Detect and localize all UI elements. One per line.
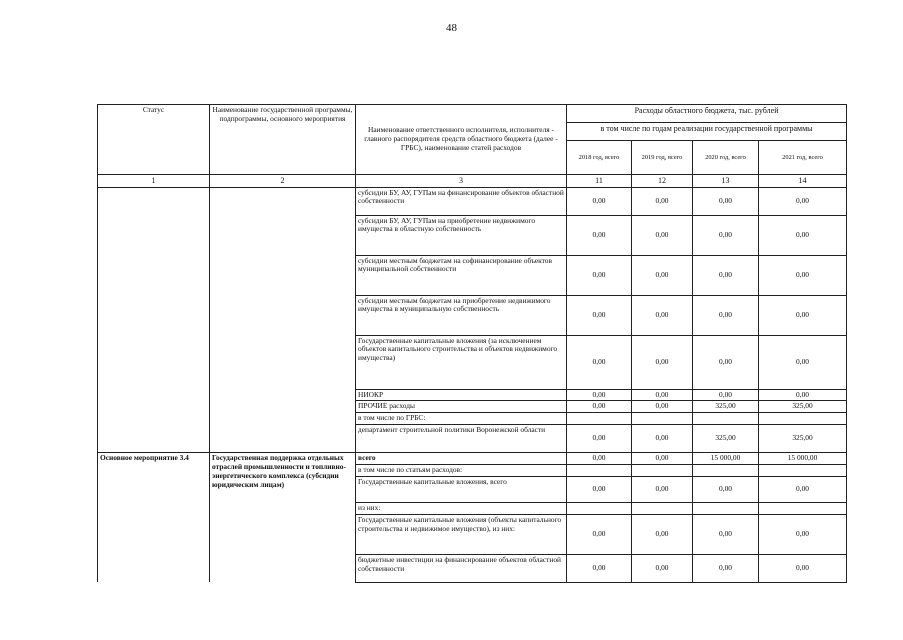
value-2021: 15 000,00 xyxy=(759,453,847,465)
row-label: из них: xyxy=(356,502,567,514)
header-program: Наименование государственной программы, подпрограммы, основного мероприятия xyxy=(210,105,356,175)
value-2021: 0,00 xyxy=(759,335,847,389)
value-2018: 0,00 xyxy=(567,255,632,295)
column-number: 12 xyxy=(632,175,693,188)
value-2018 xyxy=(567,413,632,425)
row-label: ПРОЧИЕ расходы xyxy=(356,401,567,413)
row-label: в том числе по статьям расходов: xyxy=(356,465,567,477)
column-number: 3 xyxy=(356,175,567,188)
row-label: Государственные капитальные вложения (за исключением объектов капитального строительства и объектов недвижимого имущества) xyxy=(356,335,567,389)
value-2021: 0,00 xyxy=(759,187,847,215)
value-2018: 0,00 xyxy=(567,476,632,502)
value-2021: 0,00 xyxy=(759,255,847,295)
value-2018: 0,00 xyxy=(567,187,632,215)
row-label: субсидии БУ, АУ, ГУПам на приобретение недвижимого имущества в областную собственность xyxy=(356,215,567,255)
status-cell-empty xyxy=(98,187,210,453)
column-number: 2 xyxy=(210,175,356,188)
value-2019 xyxy=(632,502,693,514)
header-year-2020: 2020 год, всего xyxy=(693,141,759,175)
value-2019: 0,00 xyxy=(632,453,693,465)
header-executor: Наименование ответственного исполнителя, исполнителя - главного распорядителя средств областного бюджета (далее - ГРБС), наименование статей расходов xyxy=(356,105,567,175)
value-2021: 0,00 xyxy=(759,389,847,401)
value-2020: 15 000,00 xyxy=(693,453,759,465)
row-label: в том числе по ГРБС: xyxy=(356,413,567,425)
value-2021: 0,00 xyxy=(759,215,847,255)
value-2021: 325,00 xyxy=(759,425,847,453)
value-2019: 0,00 xyxy=(632,514,693,554)
value-2019: 0,00 xyxy=(632,389,693,401)
page-number: 48 xyxy=(446,22,457,34)
program-cell-empty xyxy=(210,187,356,453)
header-status: Статус xyxy=(98,105,210,175)
header-year-2021: 2021 год, всего xyxy=(759,141,847,175)
value-2018: 0,00 xyxy=(567,295,632,335)
header-year-2019: 2019 год, всего xyxy=(632,141,693,175)
value-2018: 0,00 xyxy=(567,425,632,453)
value-2021: 0,00 xyxy=(759,295,847,335)
value-2018: 0,00 xyxy=(567,453,632,465)
column-number: 1 xyxy=(98,175,210,188)
value-2020 xyxy=(693,502,759,514)
status-cell: Основное мероприятие 3.4 xyxy=(98,453,210,583)
value-2020 xyxy=(693,413,759,425)
column-number: 11 xyxy=(567,175,632,188)
row-label: всего xyxy=(356,453,567,465)
value-2020: 0,00 xyxy=(693,554,759,582)
value-2020: 0,00 xyxy=(693,295,759,335)
value-2019: 0,00 xyxy=(632,476,693,502)
value-2018: 0,00 xyxy=(567,554,632,582)
value-2020: 0,00 xyxy=(693,255,759,295)
value-2019 xyxy=(632,465,693,477)
value-2021 xyxy=(759,413,847,425)
budget-table xyxy=(97,104,847,583)
value-2018 xyxy=(567,502,632,514)
value-2019: 0,00 xyxy=(632,295,693,335)
value-2021 xyxy=(759,502,847,514)
value-2020: 0,00 xyxy=(693,389,759,401)
table-row xyxy=(98,187,847,215)
value-2019: 0,00 xyxy=(632,425,693,453)
value-2021: 0,00 xyxy=(759,476,847,502)
value-2018: 0,00 xyxy=(567,514,632,554)
value-2020: 0,00 xyxy=(693,215,759,255)
value-2019: 0,00 xyxy=(632,401,693,413)
value-2020: 0,00 xyxy=(693,187,759,215)
value-2019: 0,00 xyxy=(632,554,693,582)
column-number: 14 xyxy=(759,175,847,188)
program-cell: Государственная поддержка отдельных отраслей промышленности и топливно-энергетического комплекса (субсидии юридическим лицам) xyxy=(210,453,356,583)
value-2018: 0,00 xyxy=(567,215,632,255)
header-by-year: в том числе по годам реализации государственной программы xyxy=(567,123,847,141)
row-label: субсидии местным бюджетам на приобретение недвижимого имущества в муниципальную собственность xyxy=(356,295,567,335)
value-2019: 0,00 xyxy=(632,187,693,215)
row-label: НИОКР xyxy=(356,389,567,401)
value-2019: 0,00 xyxy=(632,215,693,255)
value-2018: 0,00 xyxy=(567,389,632,401)
value-2019 xyxy=(632,413,693,425)
row-label: департамент строительной политики Воронежской области xyxy=(356,425,567,453)
column-number: 13 xyxy=(693,175,759,188)
value-2018: 0,00 xyxy=(567,401,632,413)
value-2020 xyxy=(693,465,759,477)
row-label: субсидии местным бюджетам на софинансирование объектов муниципальной собственности xyxy=(356,255,567,295)
value-2021: 0,00 xyxy=(759,514,847,554)
value-2021: 0,00 xyxy=(759,554,847,582)
header-year-2018: 2018 год, всего xyxy=(567,141,632,175)
value-2020: 325,00 xyxy=(693,425,759,453)
value-2020: 325,00 xyxy=(693,401,759,413)
value-2021 xyxy=(759,465,847,477)
value-2020: 0,00 xyxy=(693,335,759,389)
row-label: субсидии БУ, АУ, ГУПам на финансирование объектов областной собственности xyxy=(356,187,567,215)
header-expenses: Расходы областного бюджета, тыс. рублей xyxy=(567,105,847,123)
value-2018: 0,00 xyxy=(567,335,632,389)
value-2021: 325,00 xyxy=(759,401,847,413)
row-label: Государственные капитальные вложения (объекты капитального строительства и недвижимое имущество), из них: xyxy=(356,514,567,554)
value-2020: 0,00 xyxy=(693,514,759,554)
row-label: бюджетные инвестиции на финансирование объектов областной собственности xyxy=(356,554,567,582)
row-label: Государственные капитальные вложения, всего xyxy=(356,476,567,502)
value-2018 xyxy=(567,465,632,477)
table-row xyxy=(98,453,847,465)
value-2019: 0,00 xyxy=(632,335,693,389)
value-2020: 0,00 xyxy=(693,476,759,502)
value-2019: 0,00 xyxy=(632,255,693,295)
